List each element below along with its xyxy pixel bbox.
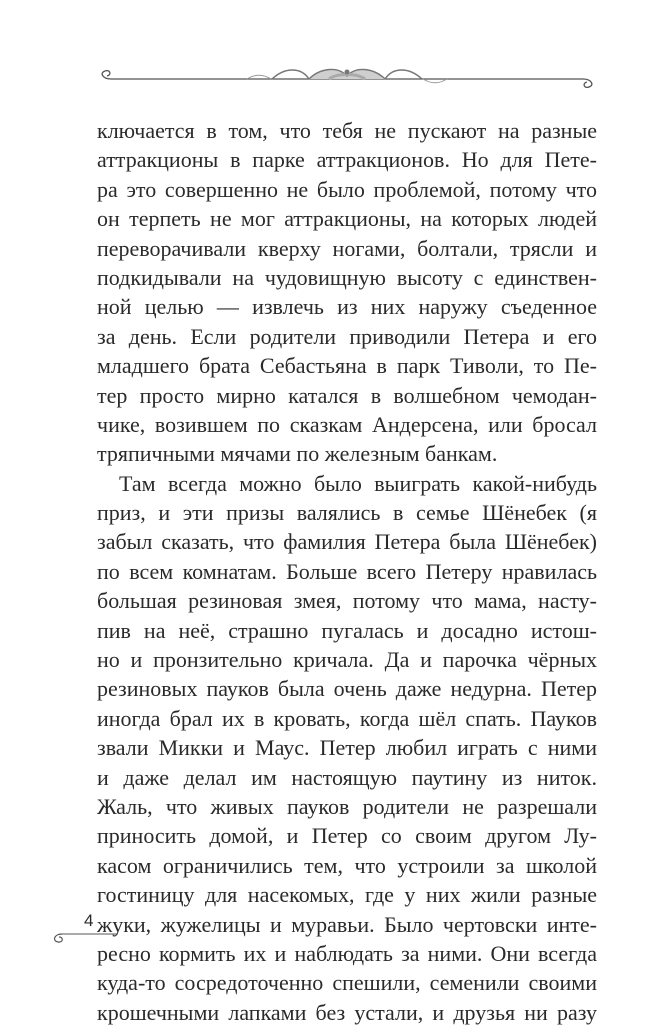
text-line: Там всегда можно было выиграть какой-нибудь [119,470,597,496]
text-line: по всем комнатам. Больше всего Петеру нравилась [97,558,597,584]
text-line: жуки, жужелицы и муравьи. Было чертовски инте- [97,911,597,937]
text-line: тряпичными мячами по железным банкам. [97,441,498,467]
text-line: он терпеть не мог аттракционы, на которых людей [97,206,597,232]
text-line: забыл сказать, что фамилия Петера была Шёнебек) [97,529,597,555]
text-line: переворачивали кверху ногами, болтали, трясли и [97,235,597,261]
bottom-ornament [50,926,120,946]
text-line: звали Микки и Маус. Петер любил играть с ними [97,735,597,761]
text-line: касом ограничились тем, что устроили за школой [97,852,597,878]
text-line: куда-то сосредоточенно спешили, семенили своими [97,970,597,996]
paragraph [97,469,597,1027]
text-line: большая резиновая змея, потому что мама, насту- [97,588,597,614]
text-line: младшего брата Себастьяна в парк Тиволи, то Пе- [97,353,597,379]
text-line: пив на неё, страшно пугалась и досадно истош- [97,617,597,643]
text-line: ключается в том, что тебя не пускают на разные [97,118,597,143]
text-line: чике, возившем по сказкам Андерсена, или бросал [97,411,597,437]
top-ornament [97,60,597,100]
paragraph [97,116,597,469]
text-line: аттракционы в парке аттракционов. Но для Пете- [97,147,597,173]
text-line: резиновых пауков была очень даже недурна. Петер [97,676,597,702]
text-line: но и пронзительно кричала. Да и парочка чёрных [97,647,597,673]
text-line: приносить домой, и Петер со своим другом Лу- [97,823,597,849]
text-line: ной целью — извлечь из них наружу съеденное [97,294,597,320]
page-number: 4 [84,911,94,930]
text-line: тер просто мирно катался в волшебном чемодан- [97,382,597,408]
text-line: приз, и эти призы валялись в семье Шёнебек (я [97,500,597,526]
body-text [97,116,597,1027]
text-line: за день. Если родители приводили Петера и его [97,323,597,349]
text-line: ресно кормить их и наблюдать за ними. Они всегда [97,940,597,966]
text-line: ра это совершенно не было проблемой, потому что [97,176,597,202]
text-line: подкидывали на чудовищную высоту с единствен- [97,264,597,290]
text-line: иногда брал их в кровать, когда шёл спать. Пауков [97,705,597,731]
text-line: и даже делал им настоящую паутину из ниток. [97,764,597,790]
text-line: крошечными лапками без устали, и друзья ни разу [97,999,597,1025]
text-line: гостиницу для насекомых, где у них жили разные [97,882,597,908]
text-line: Жаль, что живых пауков родители не разрешали [97,793,597,819]
